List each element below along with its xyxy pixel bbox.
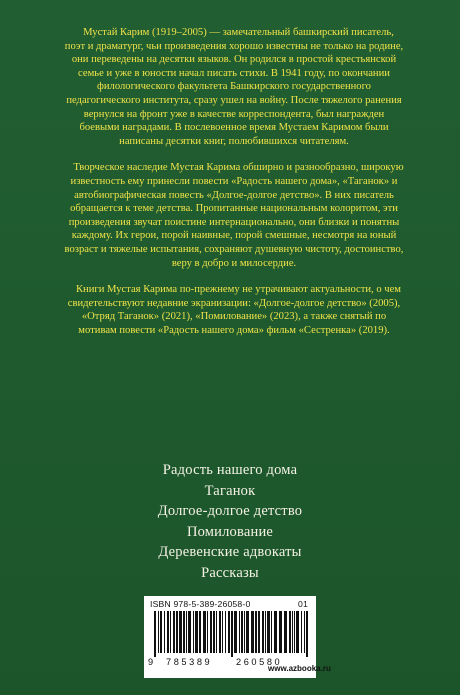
- barcode-bar: [251, 611, 254, 653]
- barcode-bar: [170, 611, 171, 653]
- contents-item: Таганок: [204, 482, 256, 499]
- barcode-bar: [158, 611, 159, 653]
- barcode-bar: [234, 611, 237, 653]
- isbn-suffix: 01: [298, 599, 308, 609]
- barcode-bar: [154, 611, 156, 657]
- barcode-bar: [183, 611, 185, 653]
- barcode-bar: [186, 611, 187, 653]
- barcode-bar: [239, 611, 240, 653]
- contents-list: [0, 460, 460, 583]
- barcode-bar: [228, 611, 230, 653]
- barcode-bar: [265, 611, 266, 653]
- barcode-bar: [203, 611, 206, 653]
- barcode-bar: [294, 611, 295, 653]
- barcode-bar: [216, 611, 217, 653]
- barcode-bar: [301, 611, 302, 653]
- barcode-bar: [289, 611, 291, 653]
- barcode-bar: [179, 611, 182, 653]
- barcode-bar: [306, 611, 308, 657]
- barcode-bar: [267, 611, 270, 653]
- barcode-digit-first: 9: [148, 657, 154, 667]
- barcode-bar: [222, 611, 223, 653]
- barcode-bar: [195, 611, 198, 653]
- barcode-digits-right: 260580: [236, 657, 283, 667]
- annotation-paragraph-3: Книги Мустая Карима по-прежнему не утрачивают актуальности, о чем свидетельствуют недавние экранизации: «Долгое-долгое детство» (2005), «Отряд Таганок» (2021), «Помилование» (2023), а также снятый по мотивам повести «Радость нашего дома» фильм «Сестренка» (2019).: [67, 284, 402, 336]
- barcode-bar: [176, 611, 178, 653]
- barcode-bar: [188, 611, 191, 653]
- barcode-bar: [284, 611, 287, 653]
- barcode-bar: [219, 611, 221, 653]
- contents-item: Долгое-долгое детство: [157, 503, 303, 519]
- annotation-paragraph-1: Мустай Карим (1919–2005) — замечательный башкирский писатель, поэт и драматург, чьи произведения хорошо известны не только на родине, они переведены на десятки языков. Он родился в простой крестьянской семье и уже в юности начал писать стихи. В 1941 году, по окончании филологического факультета Башкирского государственного педагогического института, сразу ушел на войну. После тяжелого ранения вернулся на фронт уже в качестве корреспондента, был награжден боевыми наградами. В послевоенное время Мустаем Каримом были написаны десятки книг, полюбившихся читателям.: [64, 27, 404, 147]
- publisher-site: www.azbooka.ru: [268, 664, 331, 673]
- isbn-label: [150, 599, 310, 609]
- barcode-bar: [304, 611, 305, 653]
- contents-item: Радость нашего дома: [162, 462, 298, 478]
- barcode-bar: [274, 611, 277, 653]
- barcode-bar: [160, 611, 162, 653]
- barcode-bar: [207, 611, 208, 653]
- barcode-bar: [193, 611, 194, 653]
- barcode-bar: [164, 611, 165, 653]
- barcode-bar: [258, 611, 260, 653]
- barcode-bar: [173, 611, 175, 653]
- contents-item: Помилование: [186, 523, 274, 540]
- barcode-bar: [271, 611, 272, 653]
- barcode-bar: [292, 611, 293, 653]
- barcode-bar: [225, 611, 226, 653]
- barcode-bar: [199, 611, 201, 653]
- barcode-digits-left: 785389: [166, 657, 213, 667]
- annotation-text: [64, 26, 404, 350]
- barcode-bar: [213, 611, 215, 653]
- barcode-bar: [244, 611, 245, 653]
- barcode-bar: [262, 611, 264, 653]
- barcode-bar: [167, 611, 169, 653]
- barcode-bar: [210, 611, 212, 653]
- barcode-bar: [246, 611, 249, 653]
- barcode-bars: [154, 611, 308, 657]
- barcode-bar: [231, 611, 233, 657]
- contents-item: Деревенские адвокаты: [158, 544, 302, 560]
- barcode-bar: [255, 611, 257, 653]
- contents-item: Рассказы: [201, 564, 259, 581]
- annotation-paragraph-2: Творческое наследие Мустая Карима обширно и разнообразно, широкую известность ему принесли повести «Радость нашего дома», «Таганок» и автобиографическая повесть «Долгое-долгое детство». В них писатель обращается к теме детства. Пропитанные национальным колоритом, эти произведения звучат поистине интернационально, они близки и понятны каждому. Их герои, порой наивные, порой смешные, несмотря на юный возраст и тяжелые испытания, сохраняют душевную чистоту, достоинство, веру в добро и милосердие.: [64, 162, 404, 269]
- isbn-number: ISBN 978-5-389-26058-0: [150, 599, 251, 609]
- barcode-bar: [279, 611, 282, 653]
- barcode-bar: [241, 611, 243, 653]
- barcode-block: [144, 596, 331, 678]
- barcode-bar: [296, 611, 299, 653]
